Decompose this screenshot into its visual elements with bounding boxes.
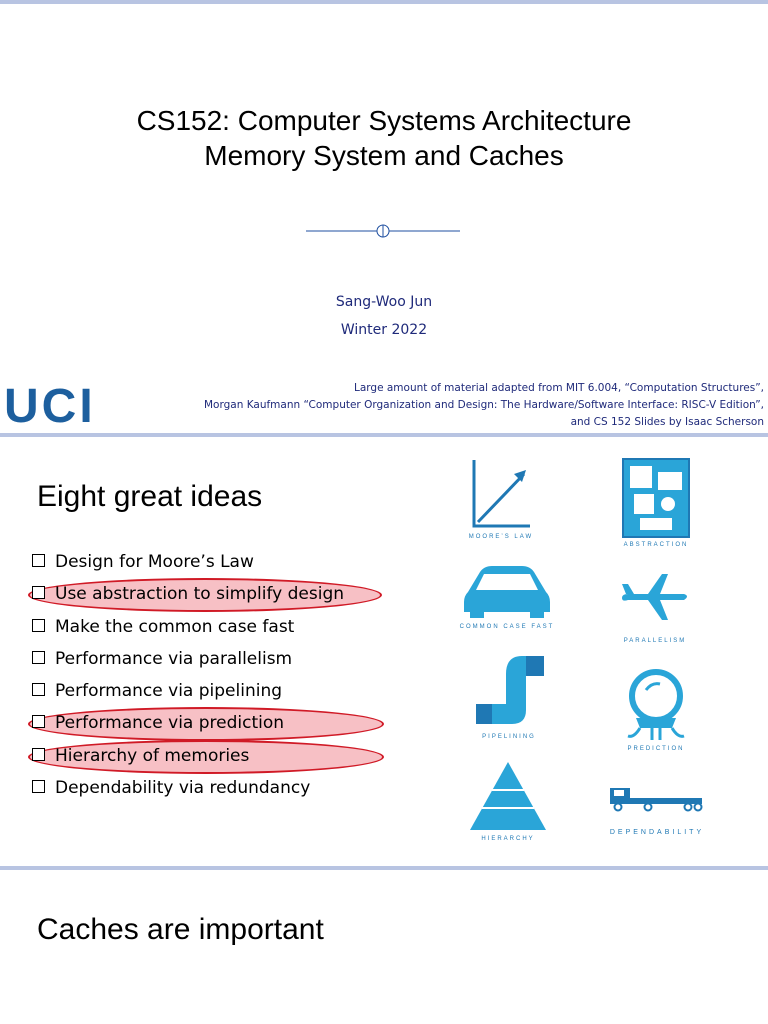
slide2-title: Eight great ideas (37, 480, 263, 513)
checkbox-icon (32, 748, 45, 761)
title-ornament (306, 222, 460, 240)
abstraction-caption: ABSTRACTION (623, 542, 689, 548)
moores-law-icon (470, 458, 532, 530)
credit-line: Morgan Kaufmann “Computer Organization and Design: The Hardware/Software Interface: RISC-V Edition”, (203, 399, 764, 411)
parallelism-caption: PARALLELISM (623, 638, 687, 644)
pipe-icon (472, 652, 548, 728)
slide-separator-top (0, 0, 768, 4)
slide3-title: Caches are important (37, 913, 324, 946)
checkbox-icon (32, 554, 45, 567)
credit-line: Large amount of material adapted from MIT 6.004, “Computation Structures”, (353, 382, 764, 394)
hierarchy-caption: HIERARCHY (481, 836, 535, 842)
list-item: Performance via pipelining (32, 677, 344, 709)
checkbox-icon (32, 683, 45, 696)
car-icon (462, 562, 552, 620)
airplane-icon (620, 572, 690, 622)
credits-block (124, 380, 764, 431)
prediction-caption: PREDICTION (627, 746, 685, 752)
list-item: Dependability via redundancy (32, 774, 344, 806)
slide-separator (0, 433, 768, 437)
slide-separator (0, 866, 768, 870)
common-case-caption: COMMON CASE FAST (459, 624, 555, 630)
checkbox-icon (32, 651, 45, 664)
truck-icon (606, 784, 706, 812)
ideas-list (32, 548, 344, 806)
uci-logo: UCI (4, 380, 96, 433)
checkbox-icon (32, 586, 45, 599)
list-item: Performance via prediction (32, 709, 344, 741)
dependability-caption: DEPENDABILITY (609, 829, 705, 836)
checkbox-icon (32, 780, 45, 793)
checkbox-icon (32, 715, 45, 728)
term-label: Winter 2022 (340, 322, 428, 338)
list-item: Use abstraction to simplify design (32, 580, 344, 612)
pipelining-caption: PIPELINING (482, 734, 536, 740)
list-item: Performance via parallelism (32, 645, 344, 677)
pyramid-icon (468, 760, 548, 832)
credit-line: and CS 152 Slides by Isaac Scherson (570, 416, 764, 428)
moores-law-caption: MOORE’S LAW (468, 534, 534, 540)
slide1-title-line2: Memory System and Caches (204, 140, 564, 171)
slide1-title-line1: CS152: Computer Systems Architecture (136, 105, 632, 136)
abstraction-icon (622, 458, 690, 538)
list-item: Make the common case fast (32, 613, 344, 645)
crystal-ball-icon (624, 668, 688, 744)
checkbox-icon (32, 619, 45, 632)
list-item: Design for Moore’s Law (32, 548, 344, 580)
author-name: Sang-Woo Jun (335, 294, 433, 310)
list-item: Hierarchy of memories (32, 742, 344, 774)
